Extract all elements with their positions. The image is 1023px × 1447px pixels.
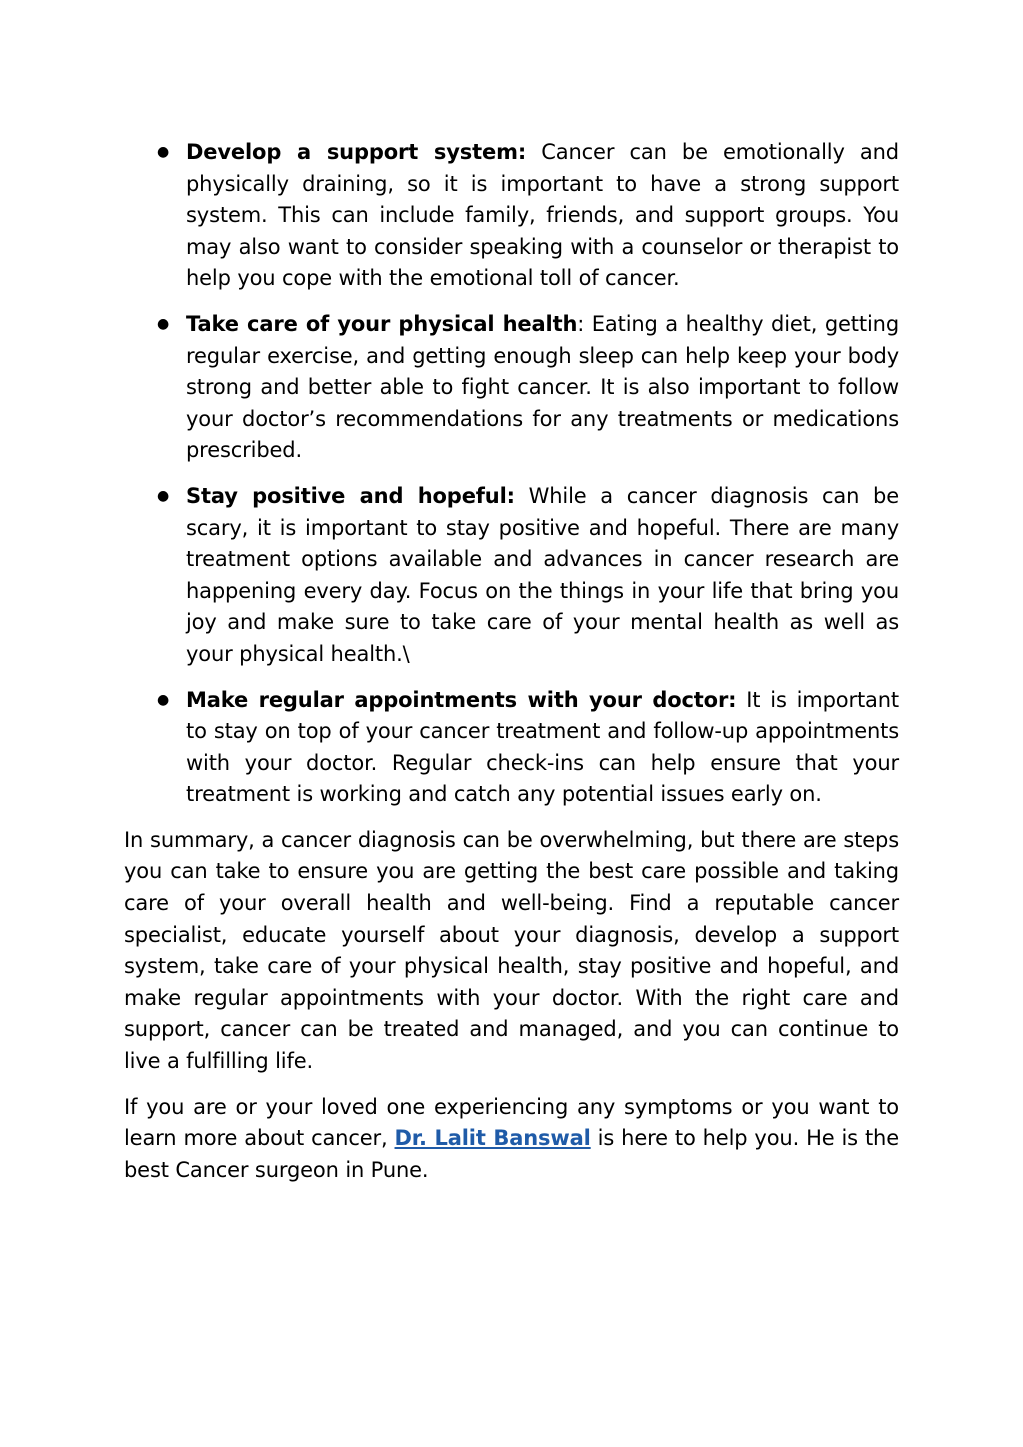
bullet-icon: ● — [157, 487, 170, 504]
list-item-text: While a cancer diagnosis can be scary, it is important to stay positive and hopeful. There are many treatment options available and advances in cancer research are happening every day. Focus on the things in your life that bring you joy and make sure to take care of your mental health as well as your physical health.\ — [186, 483, 899, 666]
list-item-stay-positive — [124, 481, 899, 671]
doctor-link[interactable]: Dr. Lalit Banswal — [394, 1126, 591, 1151]
list-item-support-system — [124, 137, 899, 295]
list-item-appointments — [124, 685, 899, 811]
closing-text-after: is here to help you. He is the best Cancer surgeon in Pune. — [124, 1126, 899, 1182]
closing-text-before: If you are or your loved one experiencing any symptoms or you want to learn more about cancer, — [124, 1094, 899, 1151]
bullet-icon: ● — [157, 691, 170, 708]
bullet-icon: ● — [157, 315, 170, 332]
list-item-lead: Take care of your physical health — [186, 311, 578, 336]
tips-list — [124, 137, 899, 811]
list-item-physical-health — [124, 309, 899, 467]
bullet-icon: ● — [157, 144, 170, 160]
list-item-text: Cancer can be emotionally and physically draining, so it is important to have a strong support system. This can include family, friends, and support groups. You may also want to consider speaking with a counselor or therapist to help you cope with the emotional toll of cancer. — [186, 140, 899, 291]
list-item-text: : Eating a healthy diet, getting regular exercise, and getting enough sleep can help keep your body strong and better able to fight cancer. It is also important to follow your doctor’s recommendations for any treatments or medications prescribed. — [186, 311, 899, 463]
closing-paragraph — [124, 1092, 899, 1187]
list-item-text: It is important to stay on top of your cancer treatment and follow-up appointments with your doctor. Regular check-ins can help ensure that your treatment is working and catch any potential issues early on. — [186, 687, 899, 807]
list-item-lead: Make regular appointments with your doctor: — [186, 687, 737, 712]
summary-paragraph: In summary, a cancer diagnosis can be overwhelming, but there are steps you can take to ensure you are getting the best care possible and taking care of your overall health and well-being. Find a reputable cancer specialist, educate yourself about your diagnosis, develop a support system, take care of your physical health, stay positive and hopeful, and make regular appointments with your doctor. With the right care and support, cancer can be treated and managed, and you can continue to live a fulfilling life. — [124, 827, 899, 1074]
list-item-lead: Stay positive and hopeful: — [186, 483, 515, 508]
document-body — [124, 137, 899, 1200]
list-item-lead: Develop a support system: — [186, 140, 527, 164]
